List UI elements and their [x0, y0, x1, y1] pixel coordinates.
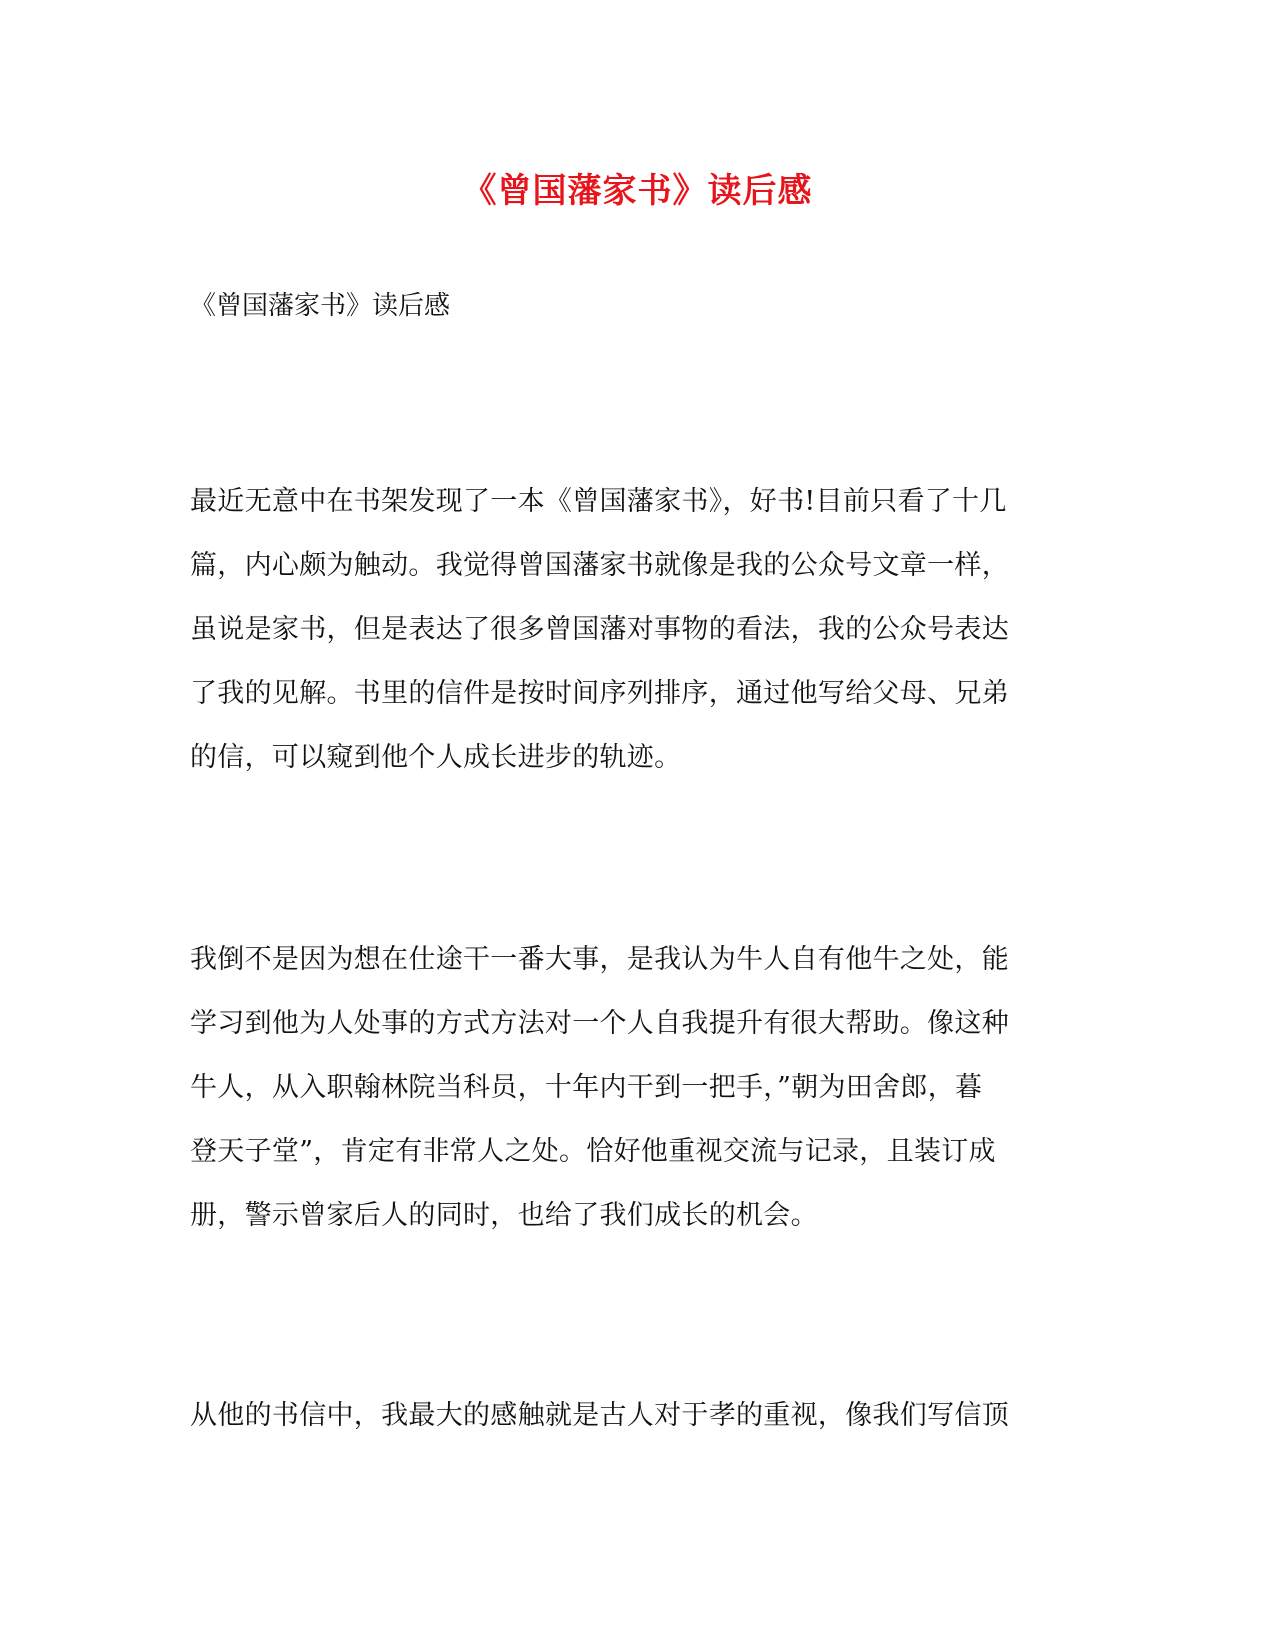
document-title: 《曾国藩家书》读后感 [462, 171, 813, 211]
paragraph-line: 我倒不是因为想在仕途干一番大事，是我认为牛人自有他牛之处，能 [190, 944, 1009, 975]
paragraph-3 [190, 1384, 1090, 1448]
paragraph-line: 了我的见解。书里的信件是按时间序列排序，通过他写给父母、兄弟 [190, 678, 1009, 709]
paragraph-line: 最近无意中在书架发现了一本《曾国藩家书》，好书!目前只看了十几 [190, 486, 1007, 517]
paragraph-line: 的信，可以窥到他个人成长进步的轨迹。 [190, 742, 682, 773]
paragraph-line: 册，警示曾家后人的同时，也给了我们成长的机会。 [190, 1200, 818, 1231]
paragraph-line: 学习到他为人处事的方式方法对一个人自我提升有很大帮助。像这种 [190, 1008, 1009, 1039]
paragraph-line: 登天子堂”，肯定有非常人之处。恰好他重视交流与记录，且装订成 [190, 1136, 996, 1167]
paragraph-1 [190, 470, 1090, 790]
paragraph-line: 牛人，从入职翰林院当科员，十年内干到一把手，”朝为田舍郎，暮 [190, 1072, 983, 1103]
paragraph-line: 虽说是家书，但是表达了很多曾国藩对事物的看法，我的公众号表达 [190, 614, 1009, 645]
paragraph-2 [190, 928, 1090, 1248]
document-subtitle: 《曾国藩家书》读后感 [190, 291, 451, 321]
paragraph-line: 篇，内心颇为触动。我觉得曾国藩家书就像是我的公众号文章一样， [190, 550, 1009, 581]
paragraph-line: 从他的书信中，我最大的感触就是古人对于孝的重视，像我们写信顶 [190, 1400, 1009, 1431]
